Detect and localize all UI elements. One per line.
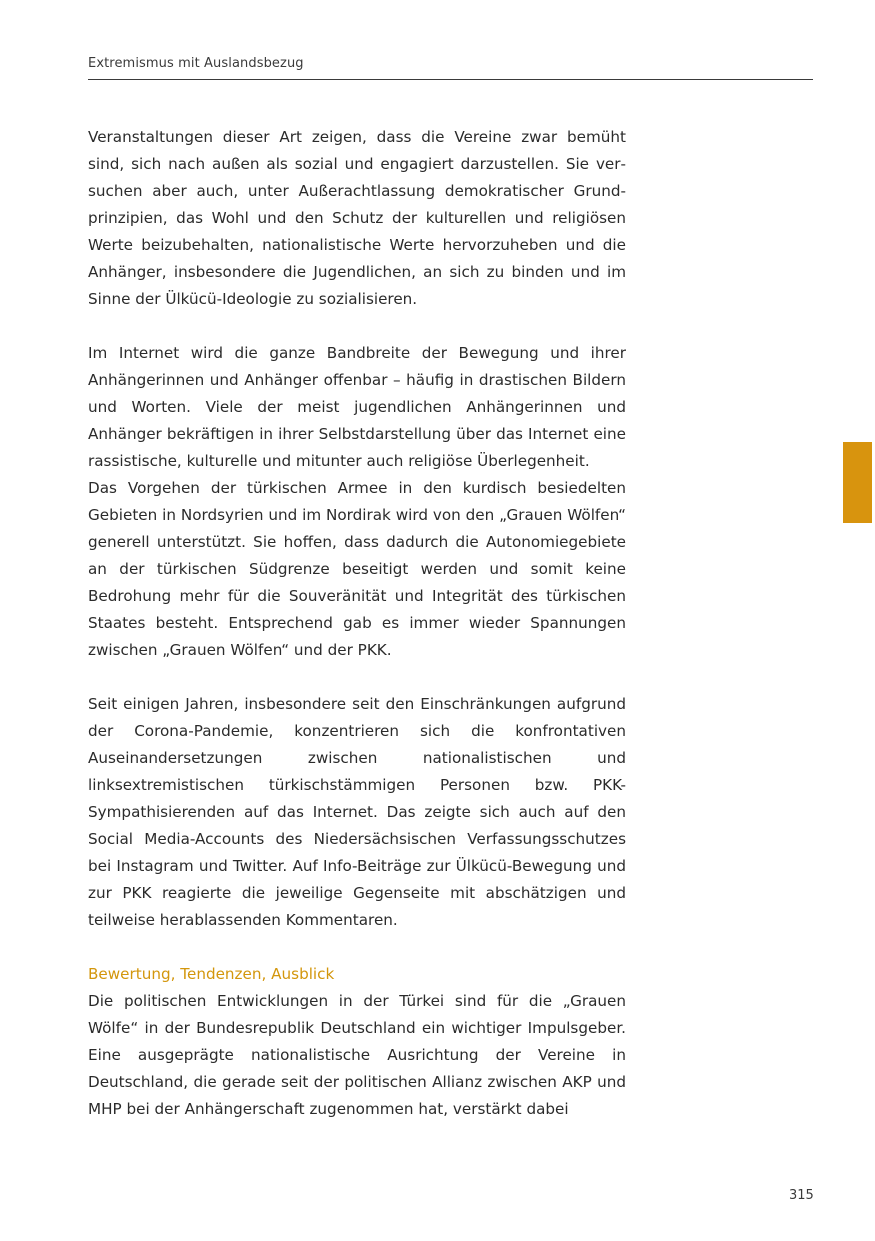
paragraph-1: Veranstaltungen dieser Art zeigen, dass die Vereine zwar bemüht sind, sich nach außen als sozial und engagiert darzustellen. Sie versuchen aber auch, unter Außerachtlassung demokratischer Grundprinzipien, das Wohl und den Schutz der kulturellen und religiösen Werte beizubehalten, nationalistische Werte hervorzuheben und die Anhänger, insbesondere die Jugendlichen, an sich zu binden und im Sinne der Ülkücü-Ideologie zu sozialisieren.	[88, 128, 626, 308]
paragraph-5: Die politischen Entwicklungen in der Türkei sind für die „Grauen Wölfe“ in der Bundesrepublik Deutschland ein wichtiger Impulsgeber. Eine ausgeprägte nationalistische Ausrichtung der Vereine in Deutschland, die gerade seit der politischen Allianz zwischen AKP und MHP bei der Anhängerschaft zugenommen hat, verstärkt dabei	[88, 992, 626, 1118]
running-header-title: Extremismus mit Auslandsbezug	[88, 56, 304, 71]
chapter-marker-tab	[843, 442, 872, 523]
paragraph-spacer	[88, 313, 626, 340]
paragraph-spacer	[88, 934, 626, 961]
paragraph-2: Im Internet wird die ganze Bandbreite der Bewegung und ihrer Anhängerinnen und Anhänger offenbar – häufig in drastischen Bildern und Worten. Viele der meist jugendlichen Anhängerinnen und Anhänger bekräftigen in ihrer Selbstdarstellung über das Internet eine rassistische, kulturelle und mitunter auch religiöse Überlegenheit.	[88, 344, 626, 470]
paragraph-spacer	[88, 664, 626, 691]
page-number: 315	[789, 1188, 814, 1203]
main-text-column	[88, 124, 626, 1123]
paragraph-3: Das Vorgehen der türkischen Armee in den kurdisch besiedelten Gebieten in Nordsyrien und im Nordirak wird von den „Grauen Wölfen“ generell unterstützt. Sie hoffen, dass dadurch die Autonomiegebiete an der türkischen Südgrenze beseitigt werden und somit keine Bedrohung mehr für die Souveränität und Integrität des türkischen Staates besteht. Entsprechend gab es immer wieder Spannungen zwischen „Grauen Wölfen“ und der PKK.	[88, 479, 626, 659]
section-heading: Bewertung, Tendenzen, Ausblick	[88, 965, 335, 983]
paragraph-4: Seit einigen Jahren, insbesondere seit den Einschränkungen aufgrund der Corona-Pandemie, konzentrieren sich die konfrontativen Auseinandersetzungen zwischen nationalistischen und linksextremistischen türkischstämmigen Personen bzw. PKK-Sympathisierenden auf das Internet. Das zeigte sich auch auf den Social Media-Accounts des Niedersächsischen Verfassungsschutzes bei Instagram und Twitter. Auf Info-Beiträge zur Ülkücü-Bewegung und zur PKK reagierte die jeweilige Gegenseite mit abschätzigen und teilweise herablassenden Kommentaren.	[88, 695, 626, 929]
header-rule	[88, 79, 813, 80]
